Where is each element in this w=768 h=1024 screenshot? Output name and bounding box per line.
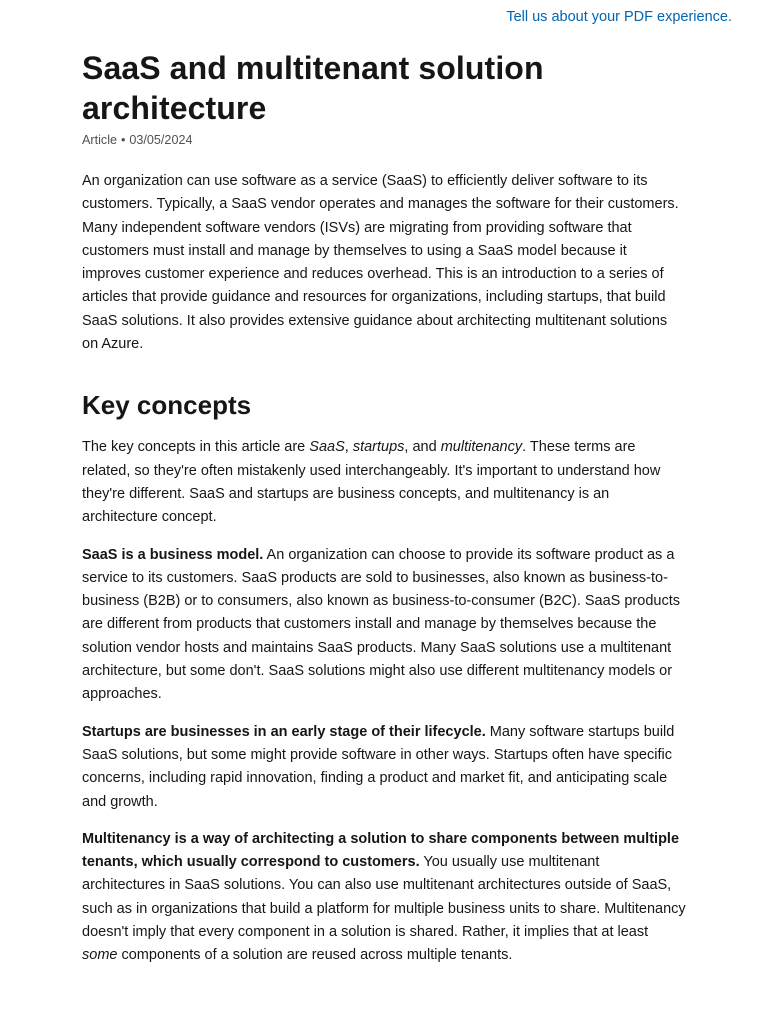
meta-separator: • xyxy=(121,133,126,147)
text-run: , and xyxy=(404,439,441,456)
text-run: , xyxy=(344,439,353,456)
emphasis-saas: SaaS xyxy=(309,439,345,456)
saas-paragraph xyxy=(82,544,686,707)
text-run: An organization can choose to provide its software product as a service to its customers. SaaS products are sold to businesses, also known as business-to-business (B2B) or to consumers, also known as business-to-consumer (B2C). SaaS products are different from products that customers install and manage by themselves because the solution vendor hosts and maintains SaaS products. Many SaaS solutions use a multitenant architecture, but some don't. SaaS solutions might also use different multitenancy models or approaches. xyxy=(82,546,680,703)
text-run: The key concepts in this article are xyxy=(82,439,310,456)
section-heading-key-concepts: Key concepts xyxy=(82,390,252,421)
text-run: . These terms are related, so they're often mistakenly used interchangeably. It's important to understand how they're different. SaaS and startups are business concepts, and multitenancy is an architecture concept. xyxy=(82,439,661,526)
text-run: Many software startups build SaaS solutions, but some might provide software in other ways. Startups often have specific concerns, including rapid innovation, finding a product and market fit, and anticipating scale and growth. xyxy=(82,723,675,810)
multitenancy-lead: Multitenancy is a way of architecting a solution to share components between multiple tenants, which usually correspond to customers. xyxy=(82,830,680,871)
emphasis-some: some xyxy=(82,947,118,964)
startups-lead: Startups are businesses in an early stage of their lifecycle. xyxy=(82,723,486,740)
startups-paragraph xyxy=(82,721,686,814)
pdf-feedback-link[interactable]: Tell us about your PDF experience. xyxy=(506,9,732,25)
article xyxy=(82,48,686,968)
article-meta xyxy=(82,132,686,148)
key-concepts-paragraph xyxy=(82,436,686,529)
multitenancy-paragraph xyxy=(82,828,686,968)
text-run: You usually use multitenant architectures in SaaS solutions. You can also use multitenant architectures outside of SaaS, such as in organizations that build a platform for multiple business units to share. Multitenancy doesn't imply that every component in a solution is shared. Rather, it implies that at least xyxy=(82,854,686,941)
text-run: components of a solution are reused across multiple tenants. xyxy=(117,947,513,964)
saas-lead: SaaS is a business model. xyxy=(82,546,264,563)
page-title: SaaS and multitenant solution architecture xyxy=(82,50,544,126)
intro-paragraph: An organization can use software as a service (SaaS) to efficiently deliver software to its customers. Typically, a SaaS vendor operates and manages the software for their customers. Many independent software vendors (ISVs) are migrating from providing software that customers must install and manage by themselves to using a SaaS model because it improves customer experience and reduces overhead. This is an introduction to a series of articles that provide guidance and resources for organizations, including startups, that build SaaS solutions. It also provides extensive guidance about architecting multitenant solutions on Azure. xyxy=(82,173,679,353)
emphasis-multitenancy: multitenancy xyxy=(440,439,523,456)
emphasis-startups: startups xyxy=(352,439,405,456)
article-date: 03/05/2024 xyxy=(129,133,193,147)
article-type: Article xyxy=(82,133,117,147)
